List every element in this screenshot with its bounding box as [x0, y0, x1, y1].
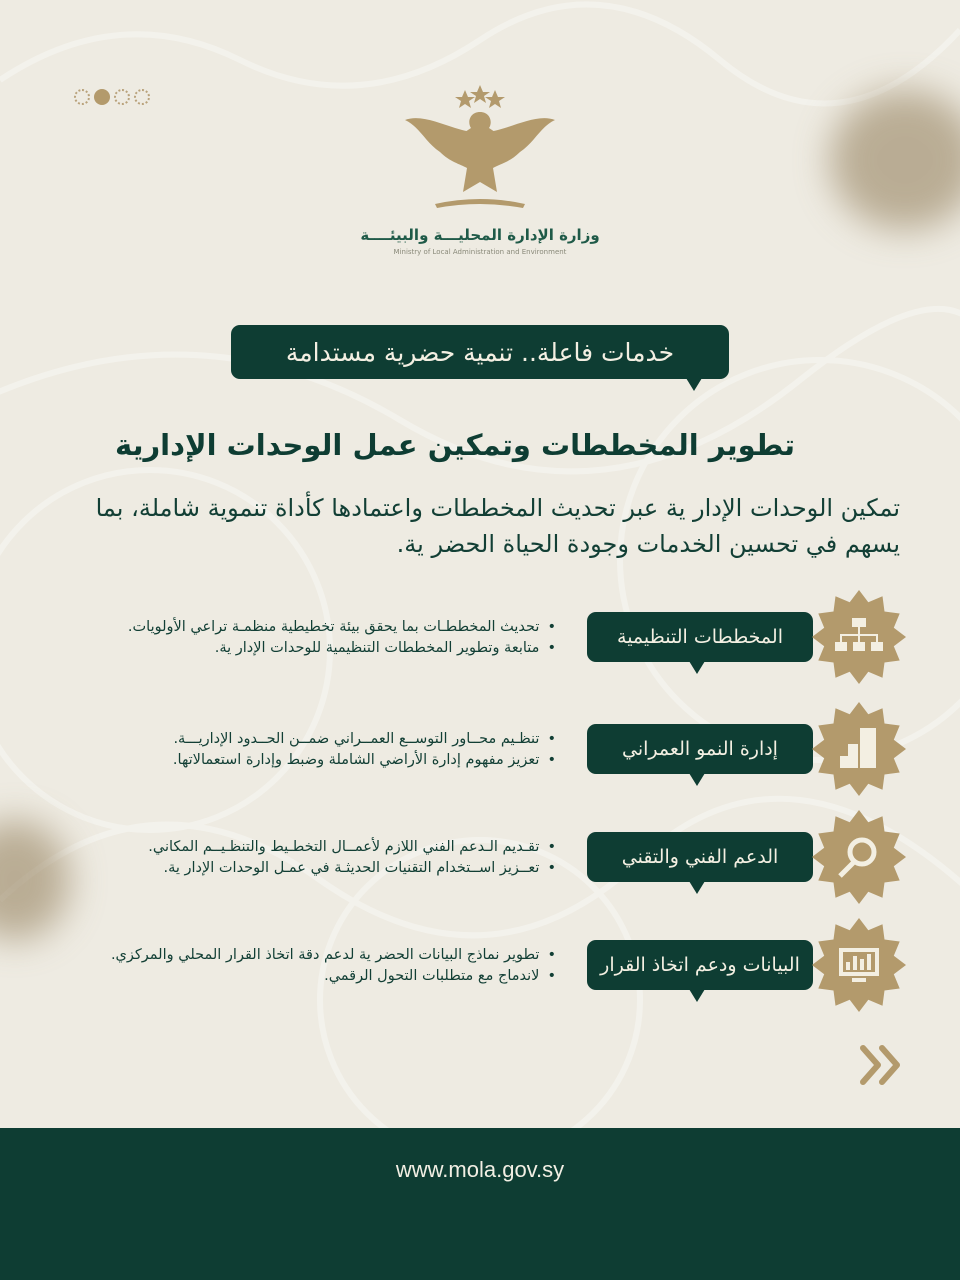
- page-dot[interactable]: [134, 89, 150, 105]
- eagle-logo: [395, 82, 565, 222]
- footer-bar: [0, 1128, 960, 1280]
- speech-tail: [689, 773, 705, 786]
- gear-wrench-icon: [812, 810, 906, 904]
- section-label-text: المخططات التنظيمية: [617, 626, 783, 648]
- ministry-name-arabic: وزارة الإدارة المحليـــة والبيئــــة: [360, 226, 600, 244]
- lead-paragraph: تمكين الوحدات الإدار ية عبر تحديث المخططات واعتمادها كأداة تنموية شاملة، بما يسهم في تحسين الخدمات وجودة الحياة الحضر ية.: [95, 494, 900, 558]
- bullet-item: • لاندماج مع متطلبات التحول الرقمي.: [60, 966, 556, 987]
- slogan-text: خدمات فاعلة.. تنمية حضرية مستدامة: [285, 337, 675, 367]
- bullet-item: • تعــزيز اســتخدام التقنيات الحديثـة في عمـل الوحدات الإدار ية.: [60, 858, 556, 879]
- buildings-icon: [812, 702, 906, 796]
- speech-tail: [686, 378, 702, 391]
- section-label: [587, 832, 813, 882]
- website-link[interactable]: www.mola.gov.sy: [395, 1157, 565, 1182]
- bullet-list: [60, 837, 556, 879]
- page-title: تطوير المخططات وتمكين عمل الوحدات الإدارية: [115, 428, 795, 462]
- bullet-list: [60, 729, 556, 771]
- section-label-text: البيانات ودعم اتخاذ القرار: [600, 954, 800, 976]
- section-label: [587, 724, 813, 774]
- page-dot[interactable]: [114, 89, 130, 105]
- bullet-list: [60, 617, 556, 659]
- speech-tail: [689, 661, 705, 674]
- ministry-name-english: Ministry of Local Administration and Environment: [393, 248, 567, 256]
- speech-tail: [689, 881, 705, 894]
- org-chart-icon: [812, 590, 906, 684]
- section-label-text: إدارة النمو العمراني: [622, 738, 778, 760]
- section-label: [587, 612, 813, 662]
- bullet-item: • متابعة وتطوير المخططات التنظيمية للوحدات الإدار ية.: [60, 638, 556, 659]
- bullet-item: • تطوير نماذج البيانات الحضر ية لدعم دقة اتخاذ القرار المحلي والمركزي.: [60, 945, 556, 966]
- bullet-item: • تحديث المخططـات بما يحقق بيئة تخطيطية منظمـة تراعي الأولويات.: [60, 617, 556, 638]
- data-monitor-icon: [812, 918, 906, 1012]
- speech-tail: [689, 989, 705, 1002]
- page-dot-active[interactable]: [94, 89, 110, 105]
- bullet-list: [60, 945, 556, 987]
- page-dot[interactable]: [74, 89, 90, 105]
- slogan-banner: [231, 325, 729, 379]
- section-label: [587, 940, 813, 990]
- section-label-text: الدعم الفني والتقني: [621, 846, 779, 868]
- bullet-item: • تقـديم الـدعم الفني اللازم لأعمــال التخطـيط والتنظـيــم المكاني.: [60, 837, 556, 858]
- bullet-item: • تعزيز مفهوم إدارة الأراضي الشاملة وضبط وإدارة استعمالاتها.: [60, 750, 556, 771]
- bullet-item: • تنظـيم محــاور التوســع العمــراني ضمــن الحــدود الإداريـــة.: [60, 729, 556, 750]
- page-indicator: [74, 89, 150, 105]
- double-chevron-right-icon[interactable]: [858, 1043, 904, 1087]
